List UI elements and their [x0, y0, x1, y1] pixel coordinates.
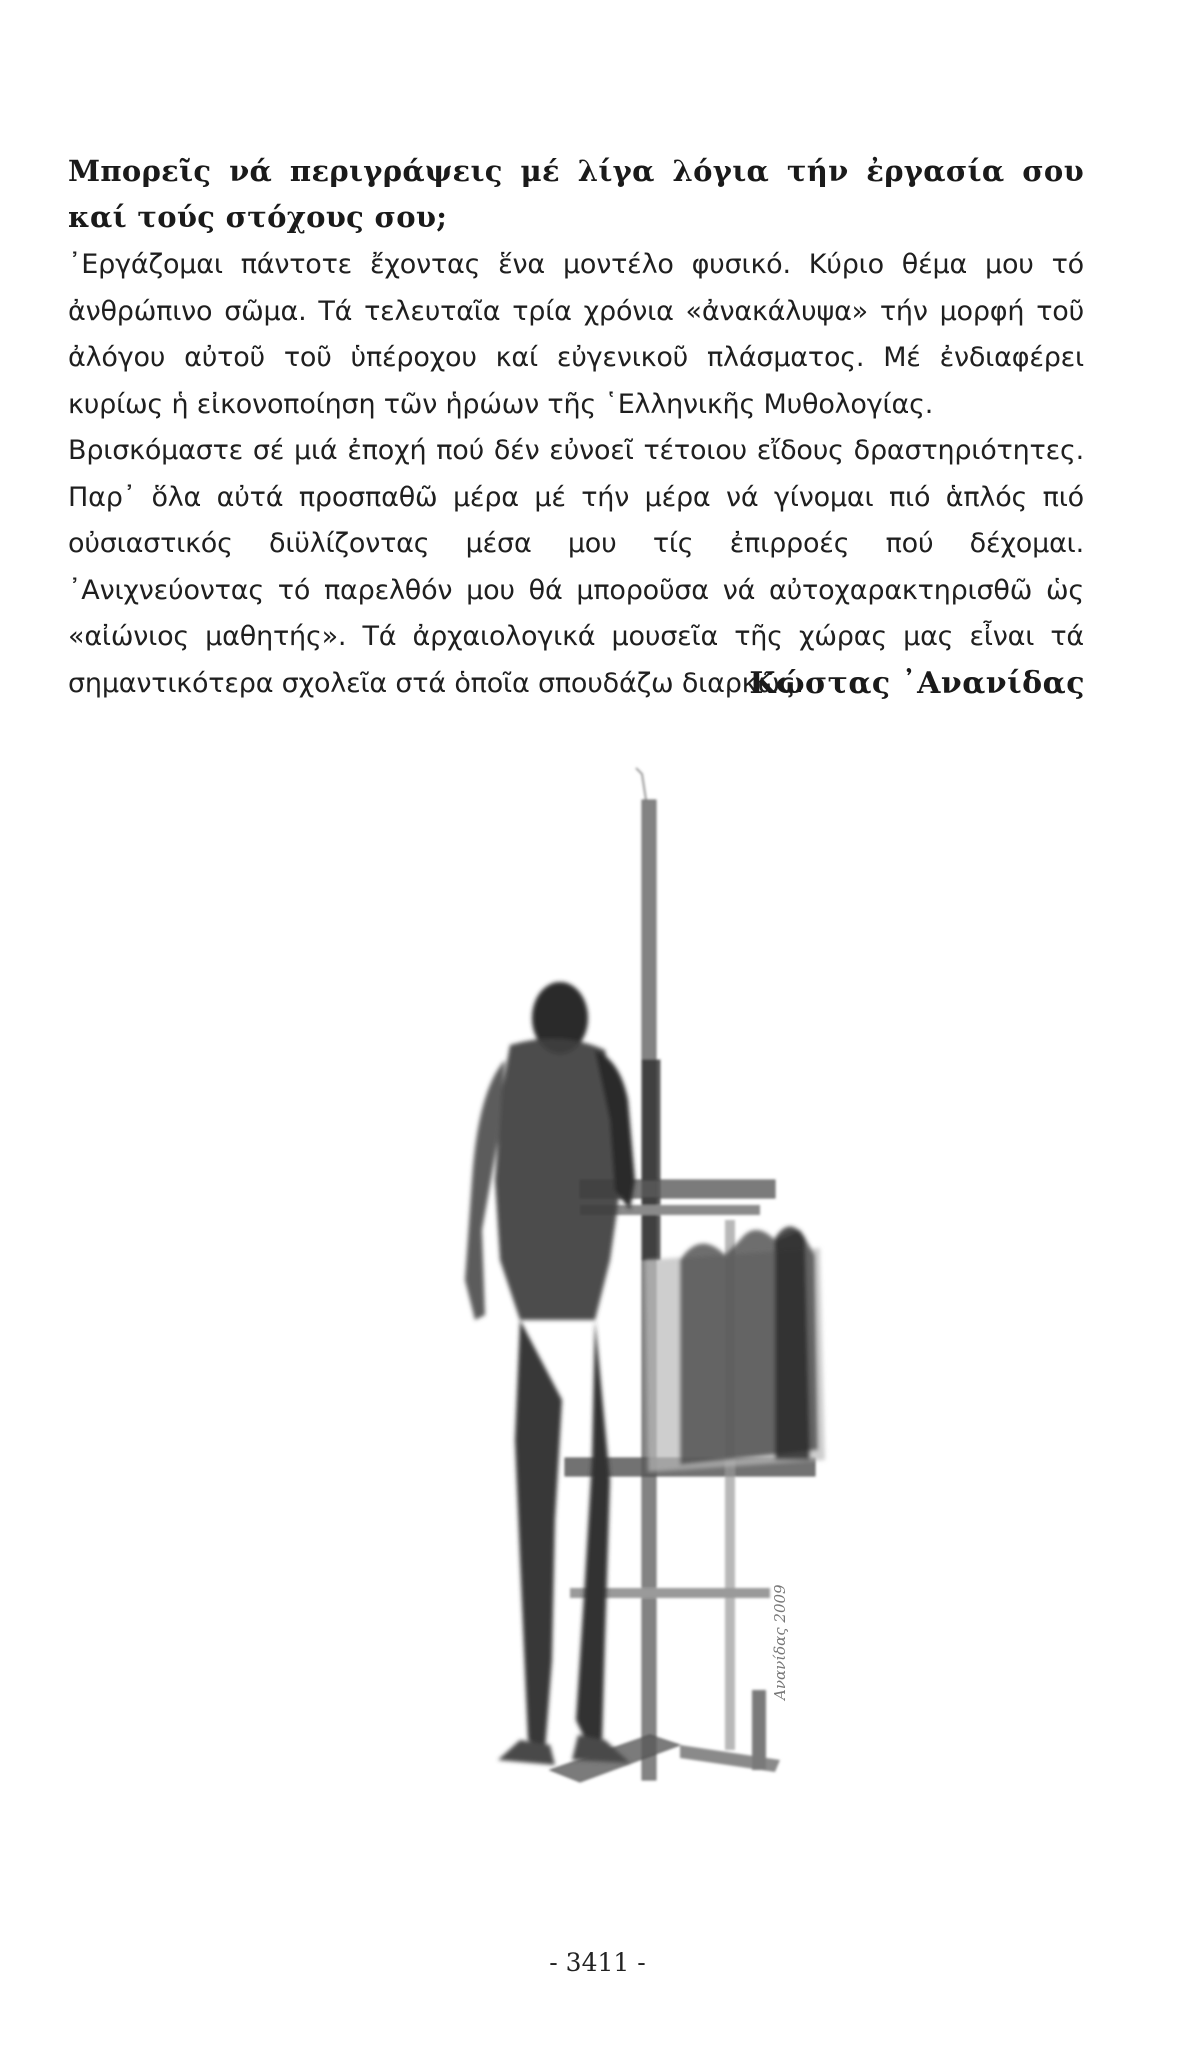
- easel-canvas: [645, 1227, 825, 1473]
- page-number: - 3411 -: [549, 1948, 646, 1977]
- standing-figure: [465, 982, 635, 1765]
- figure-easel-drawing: [380, 760, 830, 1800]
- interview-question: Μπορεῖς νά περιγράψεις μέ λίγα λόγια τήν ἐργασία σου καί τούς στόχους σου;: [68, 154, 1084, 234]
- artist-mark: Ανανίδας 2009: [771, 1584, 789, 1700]
- answer-paragraph-2: Βρισκόμαστε σέ μιά ἐποχή πού δέν εὐνοεῖ τέτοιου εἴδους δραστηριότητες. Παρ᾿ ὅλα αὐτά προσπαθῶ μέρα μέ τήν μέρα νά γίνομαι πιό ἁπλός πιό οὐσιαστικός διϋλίζοντας μέσα μου τίς ἐπιρροές πού δέχομαι. ᾿Ανιχνεύοντας τό παρελθόν μου θά μποροῦσα νά αὐτοχαρακτηρισθῶ ὡς «αἰώνιος μαθητής». Τά ἀρχαιολογικά μουσεῖα τῆς χώρας μας εἶναι τά σημαντικότερα σχολεῖα στά ὁποῖα σπουδάζω διαρκῶς.: [68, 435, 1084, 699]
- interview-text: [68, 148, 1084, 707]
- author-signature: Κώστας ᾿Ανανίδας: [749, 666, 1085, 701]
- answer-paragraph-1: ᾿Εργάζομαι πάντοτε ἔχοντας ἕνα μοντέλο φυσικό. Κύριο θέμα μου τό ἀνθρώπινο σῶμα. Τά τελευταῖα τρία χρόνια «ἀνακάλυψα» τήν μορφή τοῦ ἀλόγου αὐτοῦ τοῦ ὑπέροχου καί εὐγενικοῦ πλάσματος. Μέ ἐνδιαφέρει κυρίως ἡ εἰκονοποίηση τῶν ἡρώων τῆς ῾Ελληνικῆς Μυθολογίας.: [68, 249, 1084, 420]
